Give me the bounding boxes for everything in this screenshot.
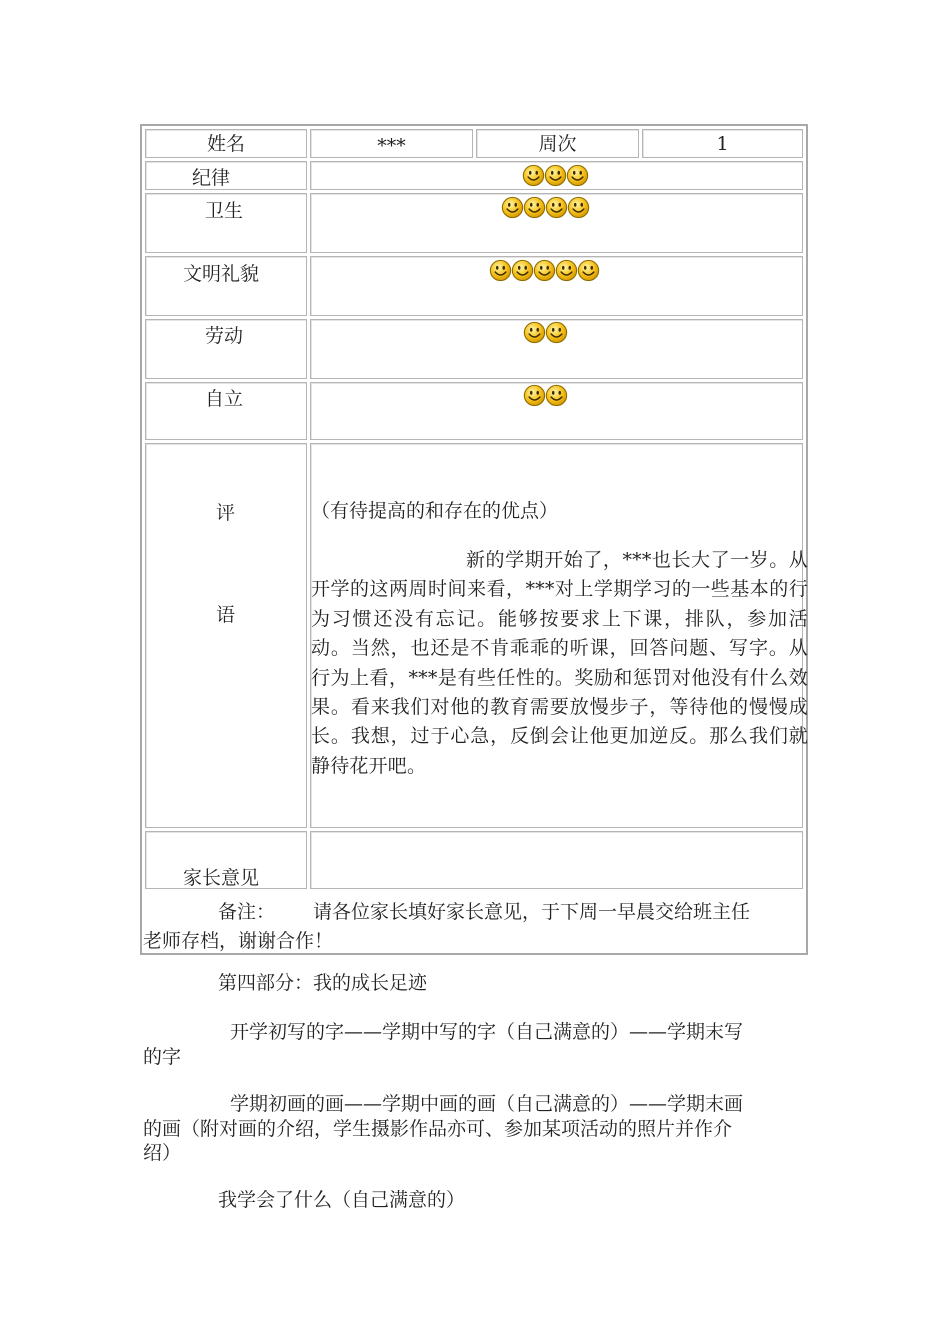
row-label-discipline: 纪律 bbox=[192, 167, 231, 189]
smiley-face-icon bbox=[523, 321, 546, 344]
smiley-face-icon bbox=[545, 384, 568, 407]
smiley-face-icon bbox=[567, 196, 590, 219]
discipline-rating bbox=[522, 164, 588, 188]
smiley-face-icon bbox=[544, 164, 567, 187]
comment-text: 新的学期开始了，***也长大了一岁。从开学的这两周时间来看，***对上学期学习的一些基本的行为习惯还没有忘记。能够按要求上下课，排队，参加活动。当然，也还是不肯乖乖的听课，回答问题、写字。从行为上看，***是有些任性的。奖励和惩罚对他没有什么效果。看来我们对他的教育需要放慢步子，等待他的慢慢成长。我想，过于心急，反倒会让他更加逆反。那么我们就静待花开吧。 bbox=[311, 549, 808, 777]
note-label: 备注： bbox=[218, 901, 276, 923]
name-value: *** bbox=[377, 135, 406, 157]
growth-drawing-line2: 的画（附对画的介绍，学生摄影作品亦可、参加某项活动的照片并作介 bbox=[143, 1118, 733, 1140]
labor-rating bbox=[523, 321, 567, 345]
smiley-face-icon bbox=[545, 321, 568, 344]
smiley-face-icon bbox=[501, 196, 524, 219]
smiley-face-icon bbox=[577, 259, 600, 282]
smiley-face-icon bbox=[523, 384, 546, 407]
comment-label-2: 语 bbox=[216, 604, 236, 626]
smiley-face-icon bbox=[523, 196, 546, 219]
learned-heading: 我学会了什么（自己满意的） bbox=[218, 1189, 466, 1211]
comment-hint: （有待提高的和存在的优点） bbox=[311, 500, 559, 522]
independence-rating bbox=[523, 384, 567, 408]
row-label-independence: 自立 bbox=[205, 388, 244, 410]
smiley-face-icon bbox=[533, 259, 556, 282]
smiley-face-icon bbox=[511, 259, 534, 282]
week-label: 周次 bbox=[538, 133, 577, 155]
growth-drawing-line3: 绍） bbox=[143, 1142, 182, 1164]
row-label-manners: 文明礼貌 bbox=[183, 263, 260, 285]
growth-drawing-line1: 学期初画的画——学期中画的画（自己满意的）——学期末画 bbox=[230, 1093, 744, 1115]
hygiene-rating bbox=[501, 196, 589, 220]
smiley-face-icon bbox=[566, 164, 589, 187]
manners-rating bbox=[489, 259, 599, 283]
parent-label: 家长意见 bbox=[183, 867, 260, 889]
smiley-face-icon bbox=[555, 259, 578, 282]
smiley-face-icon bbox=[489, 259, 512, 282]
week-value: 1 bbox=[716, 133, 729, 155]
row-label-labor: 劳动 bbox=[205, 325, 244, 347]
section-title: 第四部分：我的成长足迹 bbox=[218, 972, 428, 994]
growth-writing-line2: 的字 bbox=[143, 1046, 182, 1068]
row-label-hygiene: 卫生 bbox=[205, 200, 244, 222]
growth-writing-line1: 开学初写的字——学期中写的字（自己满意的）——学期末写 bbox=[230, 1021, 744, 1043]
note-text-line2: 老师存档，谢谢合作！ bbox=[143, 930, 334, 952]
name-label: 姓名 bbox=[206, 133, 245, 155]
smiley-face-icon bbox=[545, 196, 568, 219]
parent-opinion-cell bbox=[310, 831, 803, 889]
note-text-line1: 请各位家长填好家长意见，于下周一早晨交给班主任 bbox=[313, 901, 751, 923]
comment-label-1: 评 bbox=[216, 502, 236, 524]
smiley-face-icon bbox=[522, 164, 545, 187]
